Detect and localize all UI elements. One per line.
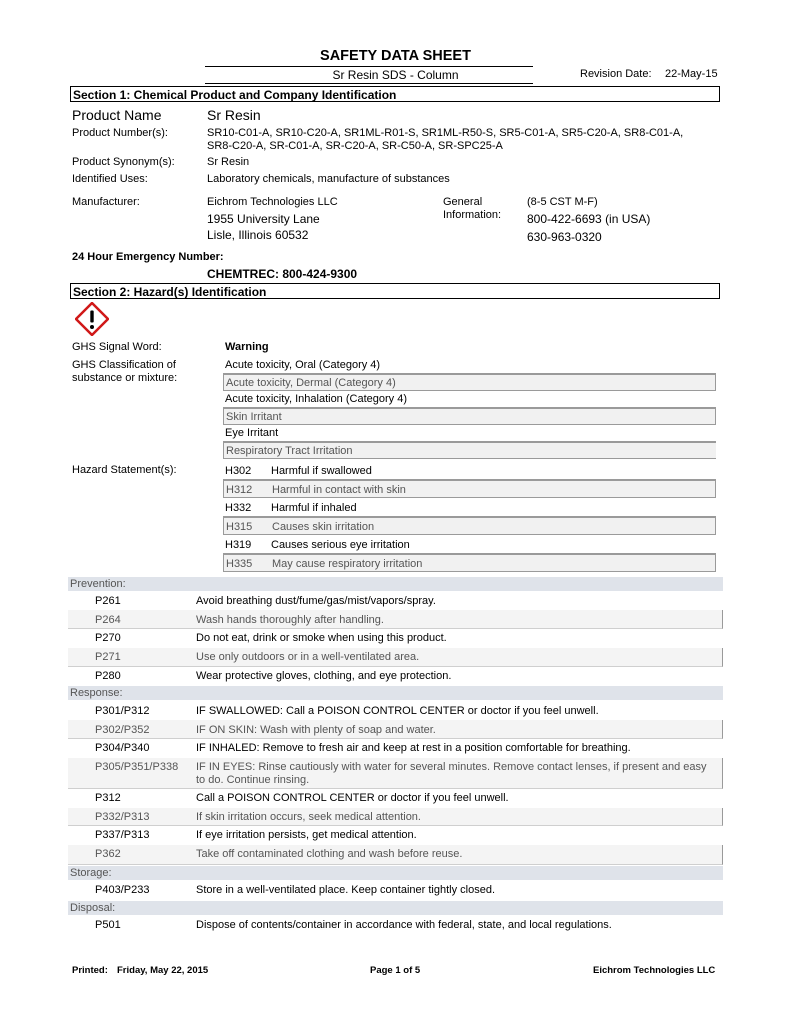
classification-label-2: substance or mixture: [72, 372, 178, 384]
precaution-code: P264 [95, 614, 121, 626]
precaution-text: Wash hands thoroughly after handling. [196, 614, 384, 626]
precaution-code: P403/P233 [95, 884, 150, 896]
precaution-text: IF IN EYES: Rinse cautiously with water for several minutes. Remove contact lenses, if present and easy to do. Continue rinsing. [196, 761, 707, 786]
precaution-text: Use only outdoors or in a well-ventilated area. [196, 651, 420, 663]
hazard-text: Causes skin irritation [272, 521, 375, 533]
precaution-code: P501 [95, 919, 121, 931]
classification-row: Acute toxicity, Inhalation (Category 4) [223, 391, 716, 408]
precaution-code: P261 [95, 595, 121, 607]
classification-row: Skin Irritant [223, 408, 716, 425]
precaution-text: IF SWALLOWED: Call a POISON CONTROL CENTER or doctor if you feel unwell. [196, 705, 599, 717]
hazard-statement-row [223, 536, 716, 554]
precaution-text: If skin irritation occurs, seek medical attention. [196, 811, 421, 823]
precaution-row [68, 915, 723, 935]
subtitle-rule [205, 83, 533, 84]
prevention-heading: Prevention: [68, 577, 723, 591]
revision-date-label: Revision Date: [580, 68, 652, 80]
signal-word: Warning [225, 341, 269, 353]
precaution-row [68, 739, 723, 758]
section-1-heading: Section 1: Chemical Product and Company Identification [70, 86, 720, 102]
precaution-row [68, 648, 723, 667]
title-rule [205, 66, 533, 67]
uses-label: Identified Uses: [72, 173, 148, 185]
emergency-label: 24 Hour Emergency Number: [72, 251, 224, 263]
hazard-code: H332 [225, 502, 252, 514]
classification-row: Respiratory Tract Irritation [223, 442, 716, 459]
precaution-code: P362 [95, 848, 121, 860]
disposal-heading: Disposal: [68, 901, 723, 915]
revision-date: 22-May-15 [665, 68, 718, 80]
storage-heading: Storage: [68, 866, 723, 880]
signal-word-label: GHS Signal Word: [72, 341, 162, 353]
precaution-code: P312 [95, 792, 121, 804]
hazard-code: H302 [225, 465, 252, 477]
manufacturer-city: Lisle, Illinois 60532 [207, 228, 309, 242]
precaution-row [68, 880, 723, 899]
precaution-row [68, 789, 723, 808]
general-phone-2: 630-963-0320 [527, 230, 602, 244]
precaution-row [68, 826, 723, 845]
general-info-label-1: General [443, 196, 483, 208]
manufacturer-name: Eichrom Technologies LLC [207, 196, 338, 208]
hazard-text: May cause respiratory irritation [272, 558, 423, 570]
hazard-code: H315 [226, 521, 253, 533]
precaution-row [68, 720, 723, 739]
printed-date: Friday, May 22, 2015 [117, 965, 209, 976]
precaution-text: Dispose of contents/container in accordance with federal, state, and local regulations. [196, 919, 612, 931]
precaution-code: P304/P340 [95, 742, 150, 754]
printed-label: Printed: [72, 965, 108, 976]
hazard-statements-label: Hazard Statement(s): [72, 464, 177, 476]
document-title: SAFETY DATA SHEET [320, 48, 471, 64]
precaution-row [68, 845, 723, 865]
precaution-text: Do not eat, drink or smoke when using this product. [196, 632, 447, 644]
precaution-text: Take off contaminated clothing and wash before reuse. [196, 848, 463, 860]
response-heading: Response: [68, 686, 723, 700]
hazard-text: Harmful if inhaled [271, 502, 357, 514]
precaution-row [68, 610, 723, 629]
hazard-statement-row [223, 480, 716, 498]
precaution-row [68, 758, 723, 789]
hazard-text: Harmful if swallowed [271, 465, 372, 477]
precaution-code: P280 [95, 670, 121, 682]
precaution-text: Wear protective gloves, clothing, and eye protection. [196, 670, 452, 682]
product-numbers-line-2: SR8-C20-A, SR-C01-A, SR-C20-A, SR-C50-A, SR-SPC25-A [207, 140, 503, 152]
manufacturer-label: Manufacturer: [72, 196, 140, 208]
emergency-number: CHEMTREC: 800-424-9300 [207, 267, 358, 281]
general-hours: (8-5 CST M-F) [527, 196, 598, 208]
product-numbers-line-1: SR10-C01-A, SR10-C20-A, SR1ML-R01-S, SR1ML-R50-S, SR5-C01-A, SR5-C20-A, SR8-C01-A, [207, 127, 684, 139]
product-name-label: Product Name [72, 107, 162, 123]
classification-row: Eye Irritant [223, 425, 716, 442]
precaution-code: P301/P312 [95, 705, 150, 717]
general-phone-1: 800-422-6693 (in USA) [527, 212, 651, 226]
precaution-row [68, 667, 723, 686]
footer-company: Eichrom Technologies LLC [593, 965, 716, 976]
page-number: Page 1 of 5 [370, 965, 421, 976]
document-subtitle: Sr Resin SDS - Column [332, 68, 459, 82]
hazard-text: Causes serious eye irritation [271, 539, 410, 551]
synonym: Sr Resin [207, 156, 250, 168]
precaution-text: Call a POISON CONTROL CENTER or doctor if you feel unwell. [196, 792, 509, 804]
exclamation-mark-diamond-icon [75, 302, 109, 336]
precaution-text: Avoid breathing dust/fume/gas/mist/vapors/spray. [196, 595, 436, 607]
precaution-row [68, 629, 723, 648]
precaution-code: P271 [95, 651, 121, 663]
classification-row: Acute toxicity, Oral (Category 4) [223, 357, 716, 374]
precaution-code: P337/P313 [95, 829, 150, 841]
hazard-statement-row [223, 554, 716, 572]
product-name: Sr Resin [207, 107, 261, 123]
hazard-code: H335 [226, 558, 253, 570]
synonym-label: Product Synonym(s): [72, 156, 175, 168]
hazard-text: Harmful in contact with skin [272, 484, 406, 496]
section-2-heading: Section 2: Hazard(s) Identification [70, 283, 720, 299]
precaution-row [68, 700, 723, 720]
precaution-code: P332/P313 [95, 811, 150, 823]
hazard-code: H312 [226, 484, 253, 496]
precaution-row [68, 808, 723, 826]
hazard-statement-row [223, 499, 716, 517]
precaution-code: P270 [95, 632, 121, 644]
general-info-label-2: Information: [443, 209, 502, 221]
hazard-statement-row [223, 517, 716, 535]
product-number-label: Product Number(s): [72, 127, 168, 139]
hazard-statement-row [223, 462, 716, 480]
manufacturer-street: 1955 University Lane [207, 212, 320, 226]
precaution-row [68, 591, 723, 610]
classification-row: Acute toxicity, Dermal (Category 4) [223, 374, 716, 391]
precaution-code: P302/P352 [95, 724, 150, 736]
precaution-text: IF ON SKIN: Wash with plenty of soap and water. [196, 724, 436, 736]
precaution-code: P305/P351/P338 [95, 761, 179, 773]
hazard-code: H319 [225, 539, 252, 551]
precaution-text: IF INHALED: Remove to fresh air and keep at rest in a position comfortable for breathing. [196, 742, 631, 754]
uses: Laboratory chemicals, manufacture of substances [207, 173, 450, 185]
precaution-text: If eye irritation persists, get medical attention. [196, 829, 417, 841]
classification-label-1: GHS Classification of [72, 359, 176, 371]
precaution-text: Store in a well-ventilated place. Keep container tightly closed. [196, 884, 496, 896]
